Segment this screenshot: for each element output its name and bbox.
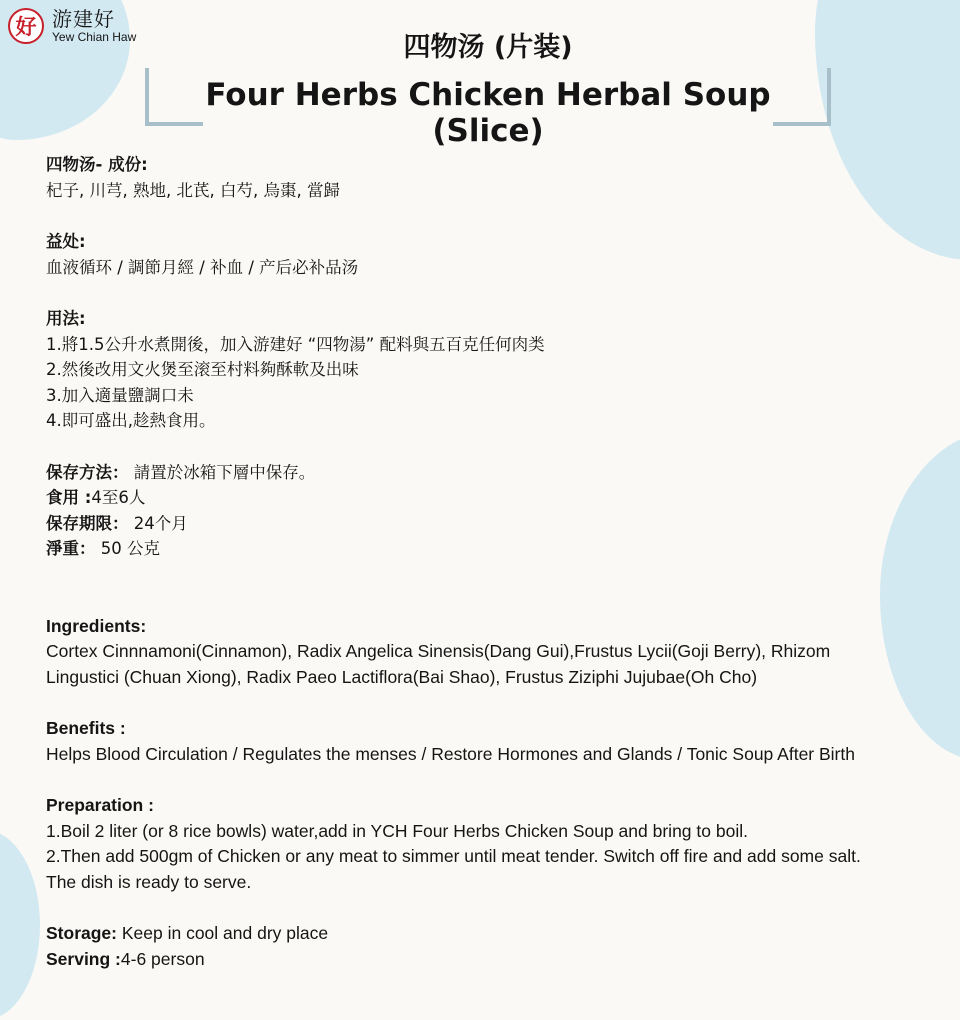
logo-name-en: Yew Chian Haw [52,30,137,44]
cn-serving-line [46,485,886,511]
cn-shelf-value: 24个月 [133,513,188,533]
cn-weight-label: 淨重： [46,539,96,558]
en-ingredients-text: Cortex Cinnnamoni(Cinnamon), Radix Angelica Sinensis(Dang Gui),Frustus Lycii(Goji Berry), Rhizom Lingustici (Chuan Xiong), Radix Paeo Lactiflora(Bai Shao), Frustus Ziziphi Jujubae(Oh Cho) [46,641,831,687]
background-blob [880,430,960,760]
en-storage-section [46,921,886,972]
cn-weight-value: 50 公克 [100,539,160,558]
cn-benefits-section [46,229,886,280]
page-title-en: Four Herbs Chicken Herbal Soup (Slice) [205,77,771,149]
page-title-cn: 四物汤 (片装) [403,32,573,63]
cn-storage-line [46,460,886,486]
cn-usage-step: 2.然後改用文火煲至滚至村料夠酥軟及出味 [46,360,359,379]
brand-logo [8,8,136,44]
cn-storage-label: 保存方法： [46,462,129,482]
cn-shelf-line [46,511,886,537]
title-block [145,28,831,149]
cn-serving-value: 4至6人 [91,488,146,507]
cn-usage-step: 4.即可盛出,趁熱食用。 [46,411,216,430]
logo-seal-icon: 好 [8,8,44,44]
en-serving-value: 4-6 person [120,948,205,969]
cn-benefits-text: 血液循环 / 調節月經 / 补血 / 产后必补品汤 [46,257,359,277]
en-serving-line [46,947,886,973]
cn-usage-step: 3.加入適量鹽調口未 [46,385,194,405]
cn-shelf-label: 保存期限： [46,513,129,533]
product-info [46,152,886,998]
en-preparation-step: 1.Boil 2 liter (or 8 rice bowls) water,add in YCH Four Herbs Chicken Soup and bring to boil. [46,820,748,841]
cn-weight-line [46,536,886,562]
cn-usage-section [46,306,886,434]
en-preparation-heading: Preparation : [46,795,154,815]
logo-name-cn: 游建好 [52,7,115,31]
en-preparation-section [46,793,886,895]
en-benefits-heading: Benefits : [46,718,126,738]
en-serving-label: Serving : [46,948,121,969]
section-spacer [46,588,886,614]
en-benefits-text: Helps Blood Circulation / Regulates the menses / Restore Hormones and Glands / Tonic Soup After Birth [46,743,855,764]
en-storage-label: Storage: [46,923,117,943]
en-ingredients-section [46,614,886,691]
cn-ingredients-text: 杞子, 川芎, 熟地, 北芪, 白芍, 烏棗, 當歸 [46,180,340,200]
logo-text [52,8,136,44]
cn-ingredients-heading: 四物汤- 成份: [46,155,148,174]
en-storage-line [46,921,886,947]
en-preparation-step: 2.Then add 500gm of Chicken or any meat to simmer until meat tender. Switch off fire and add some salt. The dish is ready to serve. [46,846,861,892]
cn-ingredients-section [46,152,886,203]
background-blob [0,830,40,1020]
cn-usage-step: 1.將1.5公升水煮開後，加入游建好 “四物湯” 配料與五百克任何肉类 [46,334,545,354]
cn-benefits-heading: 益处: [46,232,86,251]
en-storage-value: Keep in cool and dry place [121,923,329,943]
en-ingredients-heading: Ingredients: [46,615,147,636]
cn-storage-section [46,460,886,562]
cn-storage-value: 請置於冰箱下層中保存。 [133,462,316,482]
cn-serving-label: 食用 : [46,488,92,507]
en-benefits-section [46,716,886,767]
cn-usage-heading: 用法: [46,309,86,328]
